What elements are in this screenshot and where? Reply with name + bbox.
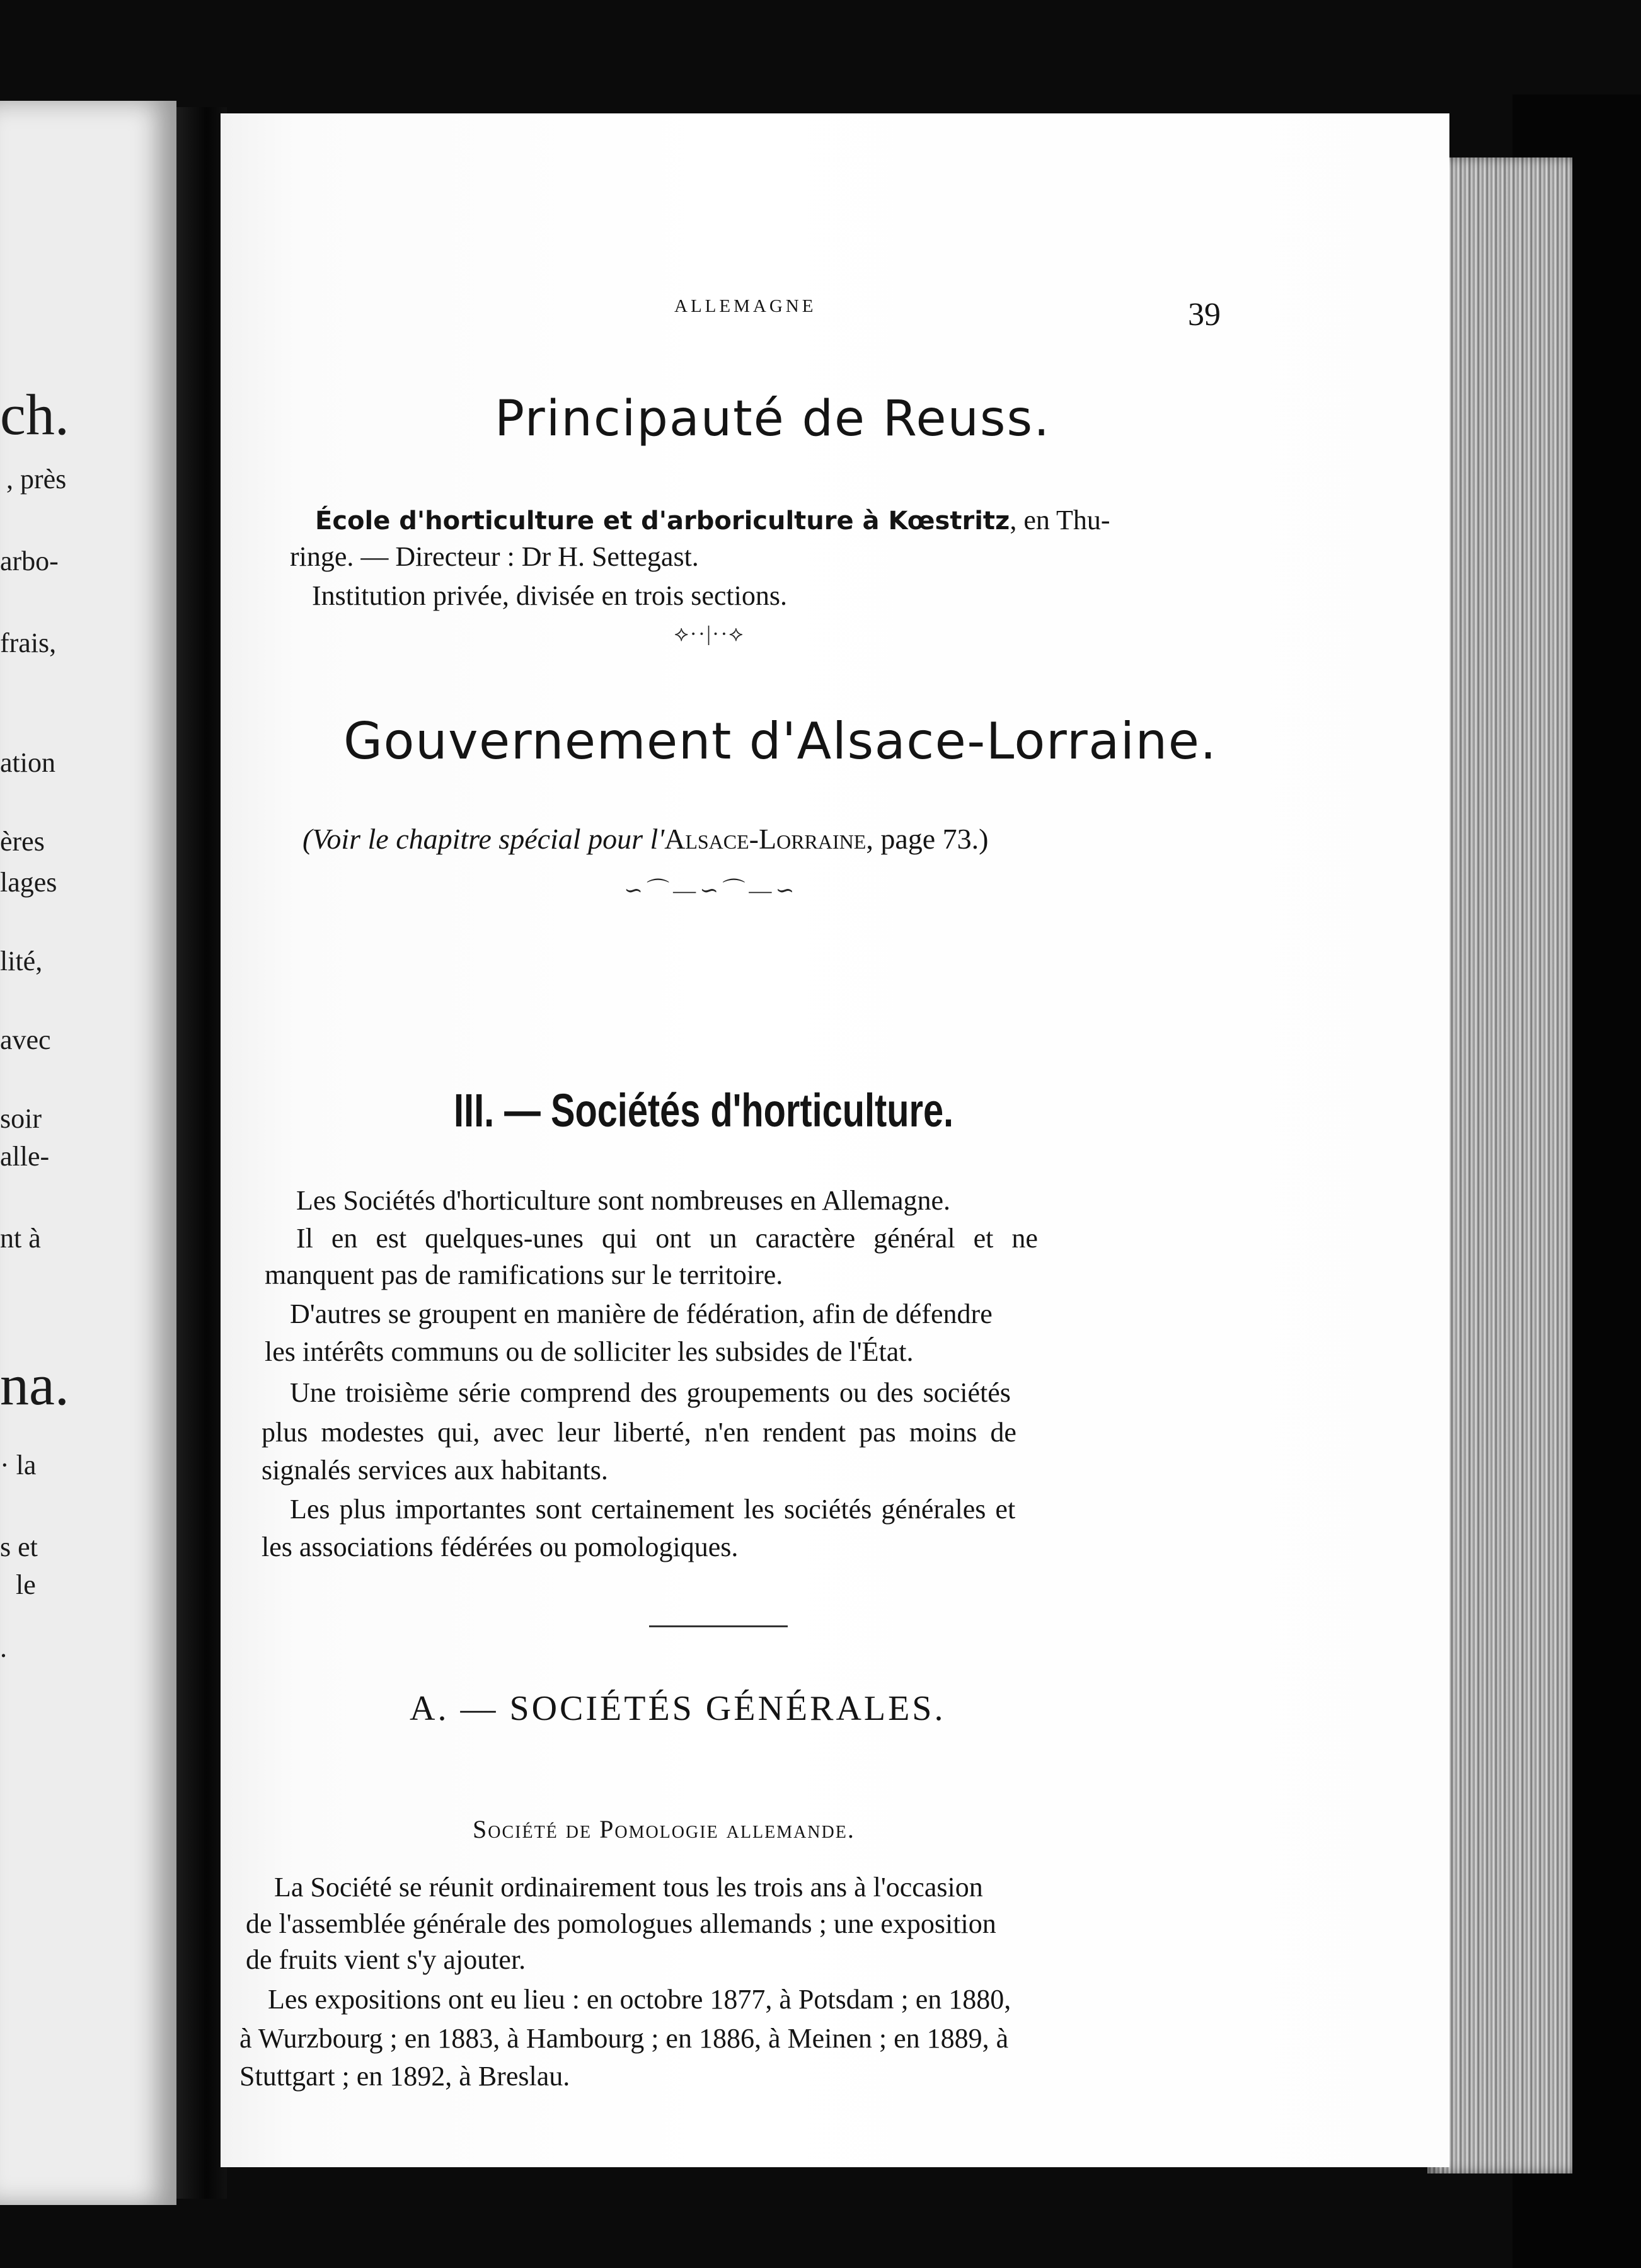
left-fragment: ation bbox=[0, 747, 55, 778]
left-fragment: frais, bbox=[0, 627, 57, 658]
left-fragment: le bbox=[16, 1569, 36, 1600]
left-fragment: nt à bbox=[0, 1223, 41, 1254]
paragraph-line: Les Sociétés d'horticulture sont nombreuses en Allemagne. bbox=[296, 1185, 951, 1216]
left-fragment: ères bbox=[0, 826, 45, 857]
page-number: 39 bbox=[1188, 297, 1221, 333]
left-fragment: alle- bbox=[0, 1141, 50, 1172]
subsection-title-pomologie: Société de Pomologie allemande. bbox=[473, 1815, 855, 1843]
paragraph-line: Il en est quelques-unes qui ont un caractère général et ne bbox=[296, 1223, 1038, 1254]
left-fragment: lité, bbox=[0, 946, 43, 976]
paragraph-line: les associations fédérées ou pomologiques. bbox=[262, 1532, 739, 1562]
school-name: École d'horticulture et d'arboriculture à Kœstritz bbox=[315, 507, 1010, 536]
section-title-societes: III. — Sociétés d'horticulture. bbox=[454, 1084, 954, 1137]
paragraph-line: plus modestes qui, avec leur liberté, n'en rendent pas moins de bbox=[262, 1417, 1016, 1448]
paragraph-line: les intérêts communs ou de solliciter les subsides de l'État. bbox=[265, 1336, 914, 1367]
note-italic: (Voir le chapitre spécial pour l' bbox=[302, 823, 665, 855]
paragraph-line: à Wurzbourg ; en 1883, à Hambourg ; en 1886, à Meinen ; en 1889, à bbox=[239, 2023, 1009, 2054]
paragraph-line: de l'assemblée générale des pomologues allemands ; une exposition bbox=[246, 1908, 996, 1939]
paragraph-line: D'autres se groupent en manière de fédération, afin de défendre bbox=[290, 1298, 993, 1329]
main-page bbox=[221, 113, 1449, 2167]
book-gutter bbox=[176, 107, 227, 2199]
left-fragment: soir bbox=[0, 1103, 42, 1134]
left-fragment: . bbox=[0, 1632, 7, 1663]
left-fragment: na. bbox=[0, 1353, 69, 1417]
reuss-line-2: ringe. — Directeur : Dr H. Settegast. bbox=[290, 541, 699, 572]
section-title-reuss: Principauté de Reuss. bbox=[495, 391, 1051, 447]
reuss-line-3: Institution privée, divisée en trois sections. bbox=[312, 580, 787, 611]
section-title-alsace: Gouvernement d'Alsace-Lorraine. bbox=[343, 712, 1218, 770]
paragraph-line: Stuttgart ; en 1892, à Breslau. bbox=[239, 2061, 570, 2092]
left-fragment: ch. bbox=[0, 382, 69, 447]
reuss-line-1 bbox=[315, 504, 1110, 536]
left-fragment: lages bbox=[0, 867, 57, 898]
left-facing-page bbox=[0, 101, 176, 2205]
left-fragment: , près bbox=[6, 464, 67, 495]
left-fragment: avec bbox=[0, 1024, 51, 1055]
ornament-flourish: ∽⌒—∽⌒—∽ bbox=[624, 878, 798, 903]
left-fragment: s et bbox=[0, 1532, 38, 1562]
left-fragment: · la bbox=[0, 1450, 37, 1480]
alsace-note bbox=[302, 822, 988, 856]
paragraph-line: Les expositions ont eu lieu : en octobre 1877, à Potsdam ; en 1880, bbox=[268, 1984, 1011, 2015]
running-head: ALLEMAGNE bbox=[674, 296, 817, 316]
left-fragment: arbo- bbox=[0, 546, 59, 576]
section-rule bbox=[649, 1625, 788, 1627]
section-title-generales: A. — SOCIÉTÉS GÉNÉRALES. bbox=[410, 1689, 946, 1728]
paragraph-line: La Société se réunit ordinairement tous les trois ans à l'occasion bbox=[274, 1872, 983, 1903]
paragraph-line: manquent pas de ramifications sur le territoire. bbox=[265, 1259, 783, 1290]
paragraph-line: Les plus importantes sont certainement les sociétés générales et bbox=[290, 1494, 1016, 1525]
reuss-line-1-rest: , en Thu- bbox=[1010, 505, 1110, 536]
note-smallcaps: Alsace-Lorraine bbox=[664, 823, 867, 855]
paragraph-line: de fruits vient s'y ajouter. bbox=[246, 1944, 526, 1975]
note-close: , page 73.) bbox=[866, 823, 989, 855]
paragraph-line: Une troisième série comprend des groupements ou des sociétés bbox=[290, 1377, 1011, 1408]
ornament-divider: ⟡··|··⟡ bbox=[674, 622, 745, 646]
paragraph-line: signalés services aux habitants. bbox=[262, 1455, 608, 1486]
